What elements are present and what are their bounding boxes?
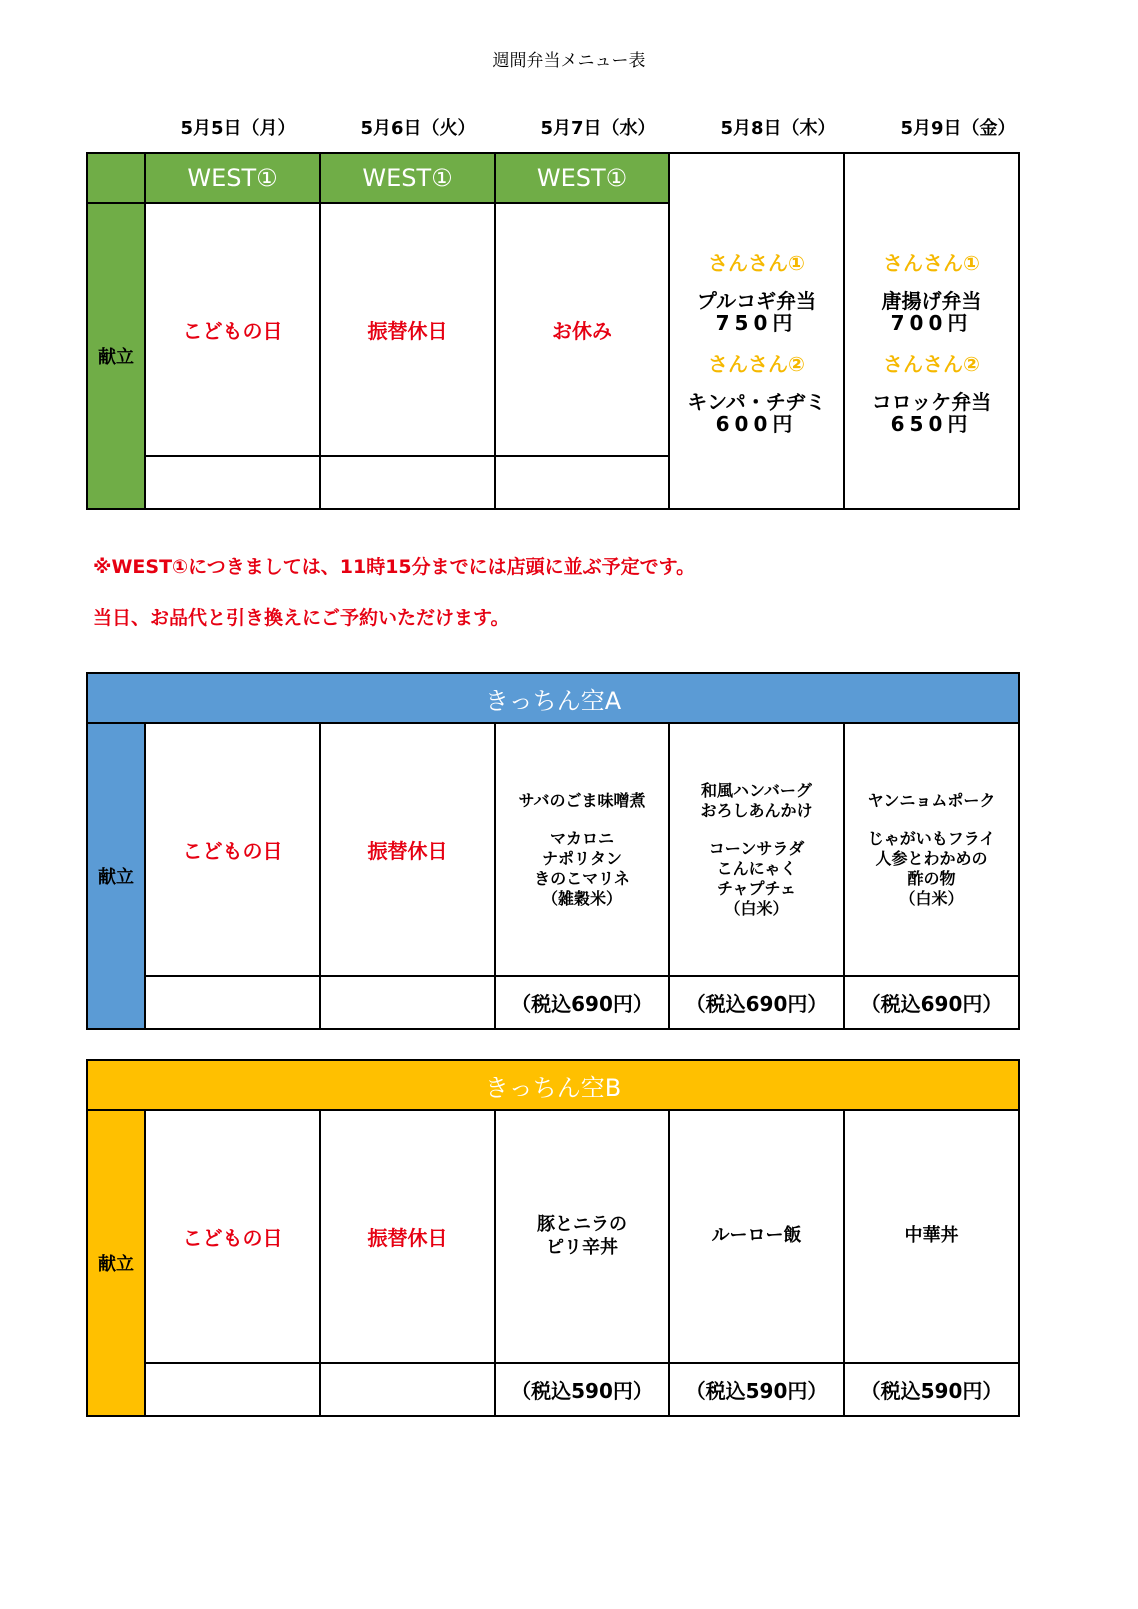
- notice-line-1: ※WEST①につきましては、11時15分までには店頭に並ぶ予定です。: [93, 556, 696, 578]
- price: 750円: [715, 311, 798, 335]
- closed-mon: こどもの日: [145, 1110, 320, 1363]
- empty-cell: [320, 456, 495, 509]
- price: 600円: [715, 412, 798, 436]
- menu-line: ピリ辛丼: [546, 1236, 618, 1258]
- menu-line: 中華丼: [904, 1225, 959, 1247]
- west-menu-table: [86, 152, 1020, 510]
- date-fri: 5月9日（金）: [900, 118, 1016, 139]
- menu-cell-fri: [844, 1110, 1019, 1363]
- closed-tue: 振替休日: [320, 723, 495, 976]
- date-header-row: [148, 114, 1048, 140]
- menu-line: 人参とわかめの: [875, 848, 988, 868]
- menu-line: （白米）: [899, 888, 964, 908]
- west-label-wed: WEST①: [495, 153, 669, 203]
- date-thu: 5月8日（木）: [720, 118, 836, 139]
- date-mon: 5月5日（月）: [180, 118, 296, 139]
- closed-tue: 振替休日: [320, 203, 495, 456]
- closed-mon: こどもの日: [145, 203, 320, 456]
- menu-cell-wed: [495, 1110, 669, 1363]
- menu-line: こんにゃく: [716, 858, 797, 878]
- menu-line: （白米）: [724, 898, 789, 918]
- sansan-1-label: さんさん①: [883, 251, 980, 275]
- notice-line-2: 当日、お品代と引き換えにご予約いただけます。: [93, 607, 510, 629]
- price: 650円: [890, 412, 973, 436]
- menu-item: コロッケ弁当: [871, 390, 992, 414]
- menu-line: （雑穀米）: [541, 888, 622, 908]
- sansan-thu-cell: [669, 153, 844, 509]
- menu-item: 唐揚げ弁当: [881, 289, 982, 313]
- menu-line: おろしあんかけ: [700, 800, 813, 820]
- menu-line: マカロニ: [549, 828, 614, 848]
- west-label-tue: WEST①: [320, 153, 495, 203]
- menu-cell-wed: [495, 723, 669, 976]
- price-fri: （税込690円）: [844, 976, 1019, 1029]
- empty-cell: [145, 456, 320, 509]
- menu-line: きのこマリネ: [534, 868, 630, 888]
- closed-mon: こどもの日: [145, 723, 320, 976]
- kitchen-b-table: [86, 1059, 1020, 1417]
- menu-line: 酢の物: [907, 868, 956, 888]
- menu-cell-fri: [844, 723, 1019, 976]
- page-title: 週間弁当メニュー表: [492, 51, 646, 71]
- menu-line: 豚とニラの: [537, 1214, 627, 1235]
- menu-line: [670, 821, 843, 839]
- menu-line: サバのごま味噌煮: [518, 790, 646, 810]
- menu-cell-thu: [669, 723, 844, 976]
- side-label-a: 献立: [87, 723, 145, 1029]
- menu-line: じゃがいもフライ: [867, 828, 996, 848]
- price-wed: （税込690円）: [495, 976, 669, 1029]
- side-label-b: 献立: [87, 1110, 145, 1416]
- price: 700円: [890, 311, 973, 335]
- sansan-fri-cell: [844, 153, 1019, 509]
- menu-line: ナポリタン: [541, 848, 622, 868]
- menu-item: キンパ・チヂミ: [687, 390, 826, 414]
- date-tue: 5月6日（火）: [360, 118, 476, 139]
- menu-line: [496, 811, 668, 829]
- empty-cell: [145, 1363, 320, 1416]
- west-label-mon: WEST①: [145, 153, 320, 203]
- menu-line: コーンサラダ: [708, 838, 805, 858]
- kitchen-a-title: きっちん空A: [87, 673, 1019, 723]
- price-thu: （税込690円）: [669, 976, 844, 1029]
- menu-line: ルーロー飯: [711, 1225, 802, 1247]
- closed-wed: お休み: [495, 203, 669, 456]
- empty-cell: [495, 456, 669, 509]
- price-wed: （税込590円）: [495, 1363, 669, 1416]
- empty-cell: [320, 1363, 495, 1416]
- menu-item: プルコギ弁当: [696, 289, 817, 313]
- price-fri: （税込590円）: [844, 1363, 1019, 1416]
- menu-line: 和風ハンバーグ: [701, 780, 812, 800]
- sansan-1-label: さんさん①: [708, 251, 805, 275]
- sansan-2-label: さんさん②: [708, 352, 805, 376]
- sansan-2-label: さんさん②: [883, 352, 980, 376]
- menu-line: ヤンニョムポーク: [867, 790, 996, 810]
- closed-tue: 振替休日: [320, 1110, 495, 1363]
- menu-line: [845, 811, 1018, 829]
- empty-cell: [320, 976, 495, 1029]
- menu-line: チャプチェ: [716, 878, 797, 898]
- menu-cell-thu: [669, 1110, 844, 1363]
- kitchen-b-title: きっちん空B: [87, 1060, 1019, 1110]
- date-wed: 5月7日（水）: [540, 118, 656, 139]
- side-label-west: 献立: [87, 203, 145, 509]
- empty-cell: [145, 976, 320, 1029]
- price-thu: （税込590円）: [669, 1363, 844, 1416]
- west-corner-cell: [87, 153, 145, 203]
- kitchen-a-table: [86, 672, 1020, 1030]
